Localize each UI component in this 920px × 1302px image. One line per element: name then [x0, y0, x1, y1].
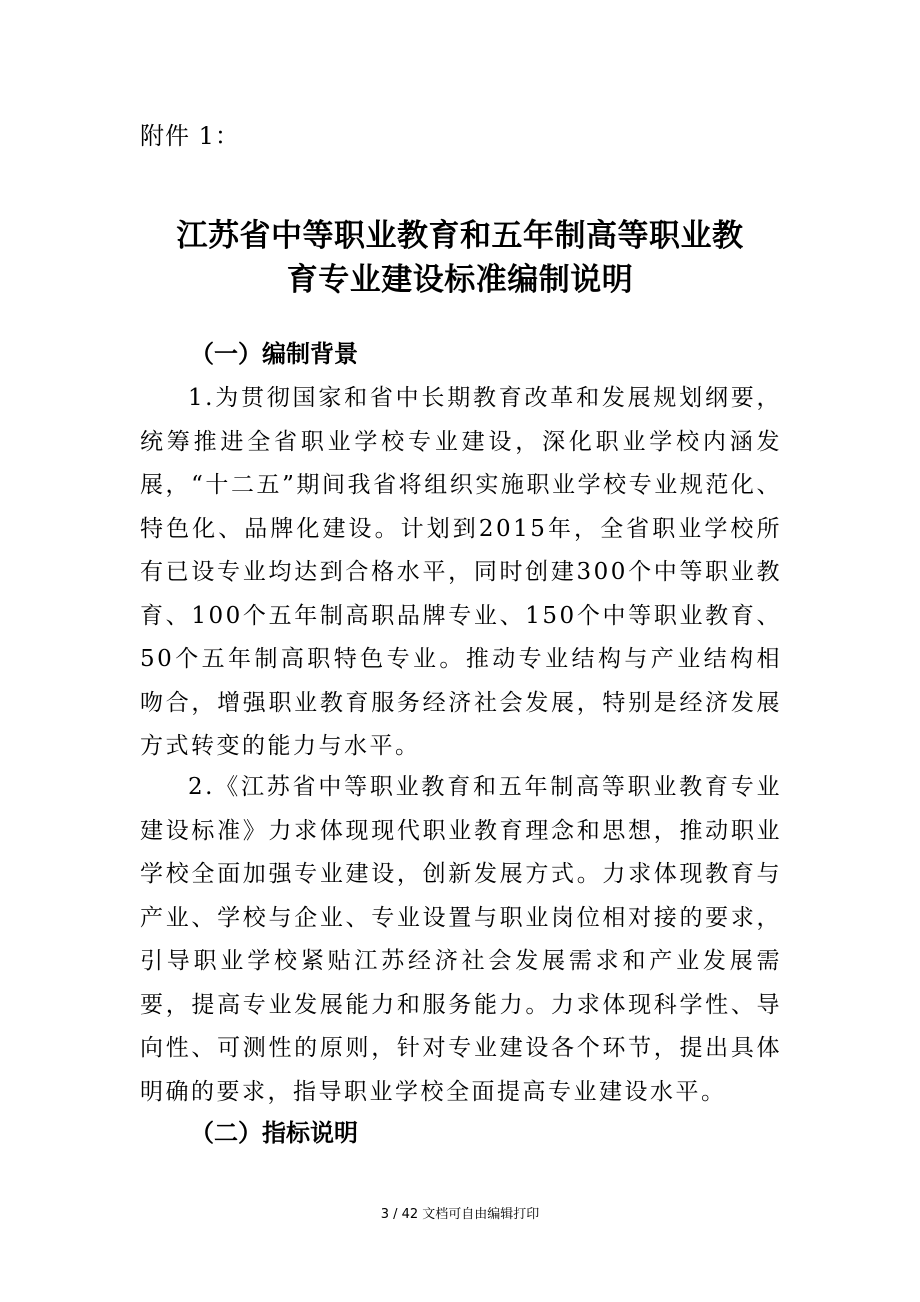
attachment-label: 附件 1： — [140, 122, 240, 150]
section-heading-indicators: （二）指标说明 — [190, 1119, 358, 1147]
paragraph-2: 2.《江苏省中等职业教育和五年制高等职业教育专业建设标准》力求体现现代职业教育理念和思想，推动职业学校全面加强专业建设，创新发展方式。力求体现教育与产业、学校与企业、专业设置与职业岗位相对接的要求，引导职业学校紧贴江苏经济社会发展需求和产业发展需要，提高专业发展能力和服务能力。力求体现科学性、导向性、可测性的原则，针对专业建设各个环节，提出具体明确的要求，指导职业学校全面提高专业建设水平。 — [140, 774, 782, 1105]
section-heading-background: （一）编制背景 — [190, 340, 358, 368]
document-title-line-1: 江苏省中等职业教育和五年制高等职业教 — [176, 218, 744, 254]
page-footer: 3 / 42 文档可自由编辑打印 — [380, 1207, 540, 1222]
paragraph-1: 1.为贯彻国家和省中长期教育改革和发展规划纲要，统筹推进全省职业学校专业建设，深化职业学校内涵发展，“十二五”期间我省将组织实施职业学校专业规范化、特色化、品牌化建设。计划到2015年，全省职业学校所有已设专业均达到合格水平，同时创建300个中等职业教育、100个五年制高职品牌专业、150个中等职业教育、50个五年制高职特色专业。推动专业结构与产业结构相吻合，增强职业教育服务经济社会发展，特别是经济发展方式转变的能力与水平。 — [140, 385, 782, 759]
document-title-line-2: 育专业建设标准编制说明 — [286, 262, 634, 298]
